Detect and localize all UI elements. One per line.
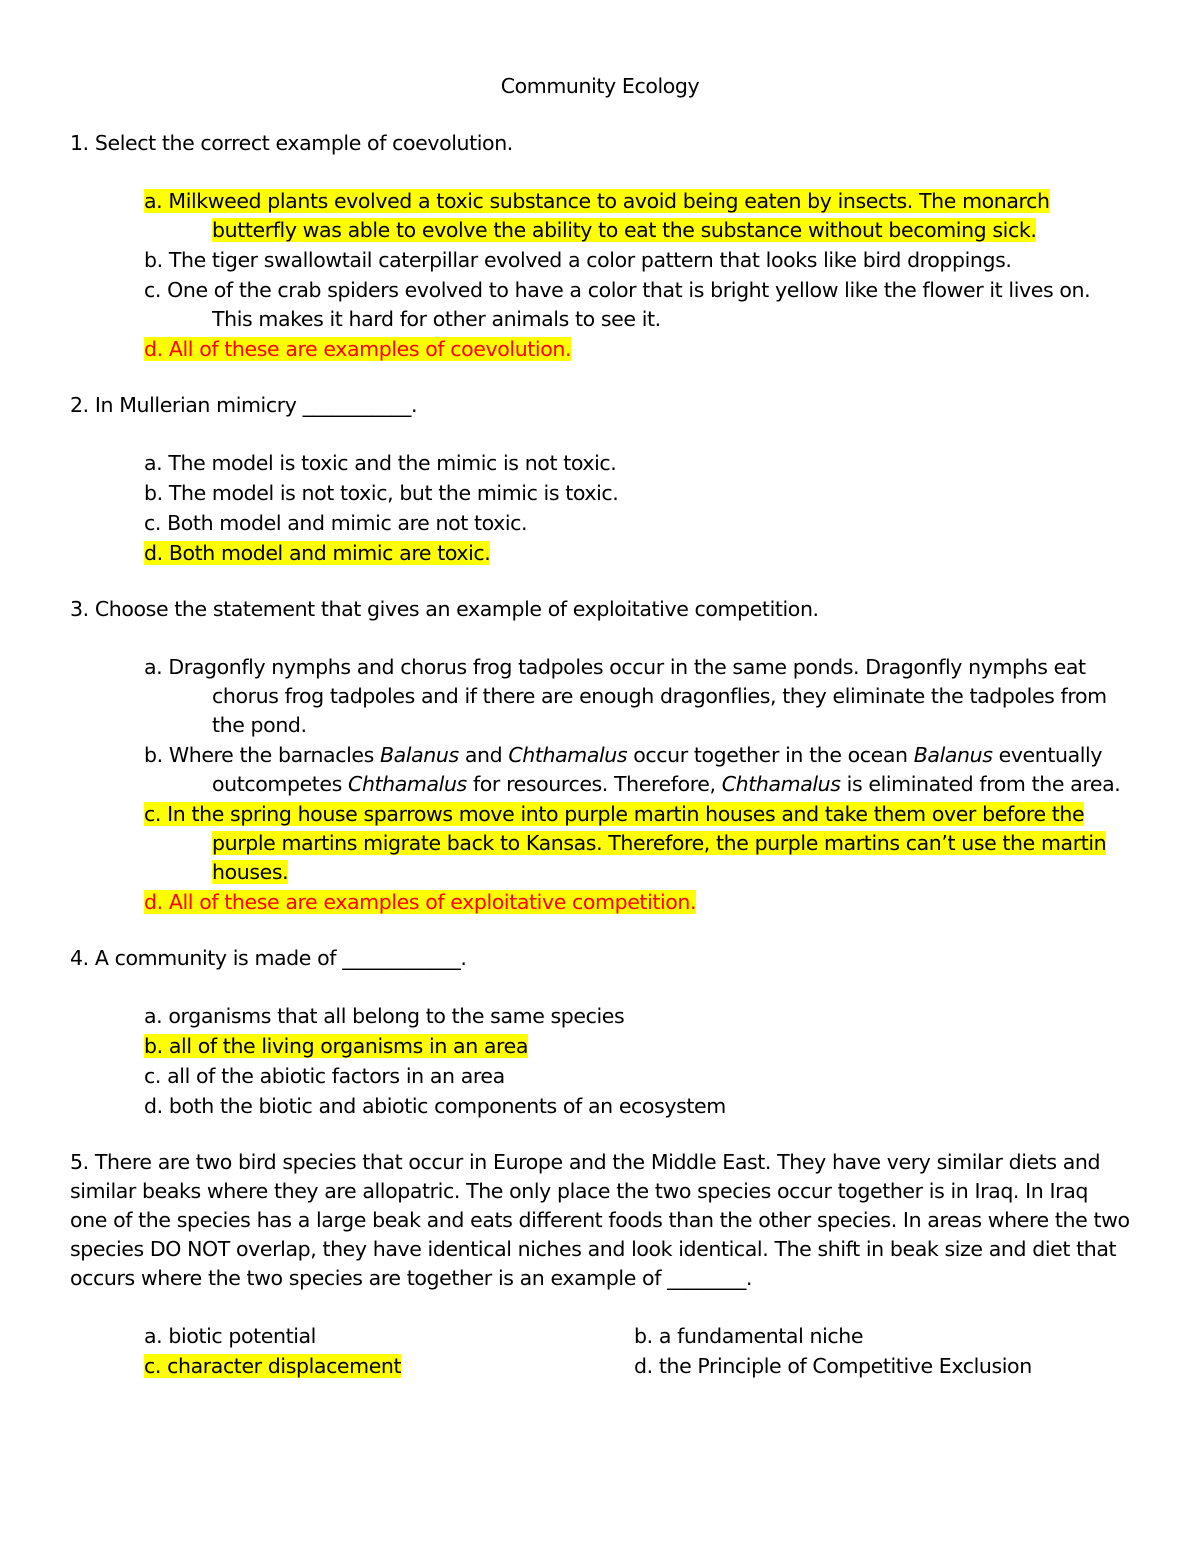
option-label: b. xyxy=(144,1034,163,1058)
option-highlight xyxy=(144,890,696,914)
option-text: Both model and mimic are not toxic. xyxy=(167,511,528,535)
option-1c xyxy=(70,276,1130,334)
option-label: a. xyxy=(144,1324,163,1348)
option-text: the Principle of Competitive Exclusion xyxy=(658,1354,1032,1378)
question-1-options xyxy=(70,187,1130,364)
option-label: a. xyxy=(144,655,163,679)
option-text: character displacement xyxy=(167,1354,402,1378)
option-text: All of these are examples of exploitative competition. xyxy=(168,890,697,914)
option-3a xyxy=(70,653,1130,740)
question-prompt: Choose the statement that gives an example of exploitative competition. xyxy=(94,597,819,621)
question-number: 3. xyxy=(70,597,89,621)
option-1a xyxy=(70,187,1130,245)
option-label: c. xyxy=(144,1064,161,1088)
option-2c xyxy=(70,509,1130,538)
question-prompt: A community is made of ____________. xyxy=(94,946,467,970)
option-text: The model is not toxic, but the mimic is toxic. xyxy=(168,481,619,505)
question-2-options xyxy=(70,449,1130,568)
option-3b xyxy=(70,741,1130,799)
question-3-options xyxy=(70,653,1130,917)
question-3-text xyxy=(70,595,1130,624)
species-name: Chthamalus xyxy=(508,743,628,767)
option-text-part: for resources. Therefore, xyxy=(466,772,722,796)
question-2 xyxy=(70,391,1130,568)
question-prompt: There are two bird species that occur in Europe and the Middle East. They have very similar diets and similar beaks where they are allopatric. The only place the two species occur together is in Iraq. In Iraq one of the species has a large beak and eats different foods than the other species. In areas where the two species DO NOT overlap, they have identical niches and look identical. The shift in beak size and diet that occurs where the two species are together is an example of ________. xyxy=(70,1150,1130,1290)
option-label: b. xyxy=(144,481,163,505)
option-label: d. xyxy=(144,890,163,914)
option-label: a. xyxy=(144,451,163,475)
option-label: d. xyxy=(144,541,163,565)
option-2d xyxy=(70,539,1130,568)
option-text: Milkweed plants evolved a toxic substance to avoid being eaten by insects. The monarch butterfly was able to evolve the ability to eat the substance without becoming sick. xyxy=(168,189,1050,242)
option-text: Dragonfly nymphs and chorus frog tadpoles occur in the same ponds. Dragonfly nymphs eat chorus frog tadpoles and if there are enough dragonflies, they eliminate the tadpoles from the pond. xyxy=(168,655,1107,737)
question-4-text xyxy=(70,944,1130,973)
option-2b xyxy=(70,479,1130,508)
question-1 xyxy=(70,129,1130,364)
option-highlight xyxy=(144,1034,528,1058)
option-label: a. xyxy=(144,1004,163,1028)
option-label: d. xyxy=(144,1094,163,1118)
option-2a xyxy=(70,449,1130,478)
option-text-part: occur together in the ocean xyxy=(627,743,914,767)
option-label: c. xyxy=(144,511,161,535)
option-5d xyxy=(634,1352,1134,1381)
option-text: all of the living organisms in an area xyxy=(168,1034,529,1058)
question-prompt: Select the correct example of coevolution. xyxy=(94,131,513,155)
option-label: a. xyxy=(144,189,163,213)
option-label: c. xyxy=(144,1354,161,1378)
option-highlight xyxy=(144,1354,401,1378)
species-name: Balanus xyxy=(379,743,459,767)
option-text: The model is toxic and the mimic is not toxic. xyxy=(168,451,617,475)
option-5a xyxy=(144,1322,634,1351)
option-5b xyxy=(634,1322,1134,1351)
option-label: d. xyxy=(634,1354,653,1378)
question-number: 4. xyxy=(70,946,89,970)
option-highlight xyxy=(144,189,1050,242)
option-highlight xyxy=(144,541,490,565)
species-name: Chthamalus xyxy=(721,772,841,796)
question-5-options xyxy=(70,1322,1130,1381)
option-text: organisms that all belong to the same species xyxy=(168,1004,625,1028)
option-label: c. xyxy=(144,278,161,302)
option-text-part: eventually outcompetes xyxy=(212,743,1103,796)
option-text: a fundamental niche xyxy=(658,1324,864,1348)
question-number: 1. xyxy=(70,131,89,155)
option-label: b. xyxy=(144,248,163,272)
option-5c xyxy=(144,1352,634,1381)
question-number: 2. xyxy=(70,393,89,417)
option-4d xyxy=(70,1092,1130,1121)
option-text-part: is eliminated from the area. xyxy=(840,772,1121,796)
option-highlight xyxy=(144,337,571,361)
question-number: 5. xyxy=(70,1150,89,1174)
option-1d xyxy=(70,335,1130,364)
question-5-text xyxy=(70,1148,1130,1293)
question-4 xyxy=(70,944,1130,1121)
option-text: biotic potential xyxy=(168,1324,316,1348)
option-highlight xyxy=(144,802,1106,884)
question-1-text xyxy=(70,129,1130,158)
option-4a xyxy=(70,1002,1130,1031)
option-text: All of these are examples of coevolution. xyxy=(168,337,572,361)
option-text: One of the crab spiders evolved to have a color that is bright yellow like the flower it lives on. This makes it hard for other animals to see it. xyxy=(167,278,1091,331)
question-3 xyxy=(70,595,1130,917)
option-4b xyxy=(70,1032,1130,1061)
option-3c xyxy=(70,800,1130,887)
document-title: Community Ecology xyxy=(500,74,700,98)
species-name: Balanus xyxy=(913,743,993,767)
option-3d xyxy=(70,888,1130,917)
option-label: b. xyxy=(144,743,163,767)
option-label: c. xyxy=(144,802,161,826)
question-4-options xyxy=(70,1002,1130,1121)
option-text: The tiger swallowtail caterpillar evolved a color pattern that looks like bird droppings. xyxy=(168,248,1012,272)
question-prompt: In Mullerian mimicry ___________. xyxy=(94,393,418,417)
option-label: b. xyxy=(634,1324,653,1348)
question-2-text xyxy=(70,391,1130,420)
option-text-part: Where the barnacles xyxy=(168,743,380,767)
species-name: Chthamalus xyxy=(348,772,467,796)
option-text: In the spring house sparrows move into purple martin houses and take them over before the purple martins migrate back to Kansas. Therefore, the purple martins can’t use the martin houses. xyxy=(167,802,1107,884)
option-text: both the biotic and abiotic components of an ecosystem xyxy=(168,1094,726,1118)
option-text: all of the abiotic factors in an area xyxy=(167,1064,505,1088)
option-4c xyxy=(70,1062,1130,1091)
option-1b xyxy=(70,246,1130,275)
question-5 xyxy=(70,1148,1130,1381)
option-text: Both model and mimic are toxic. xyxy=(168,541,491,565)
option-text-part: and xyxy=(458,743,509,767)
option-label: d. xyxy=(144,337,163,361)
